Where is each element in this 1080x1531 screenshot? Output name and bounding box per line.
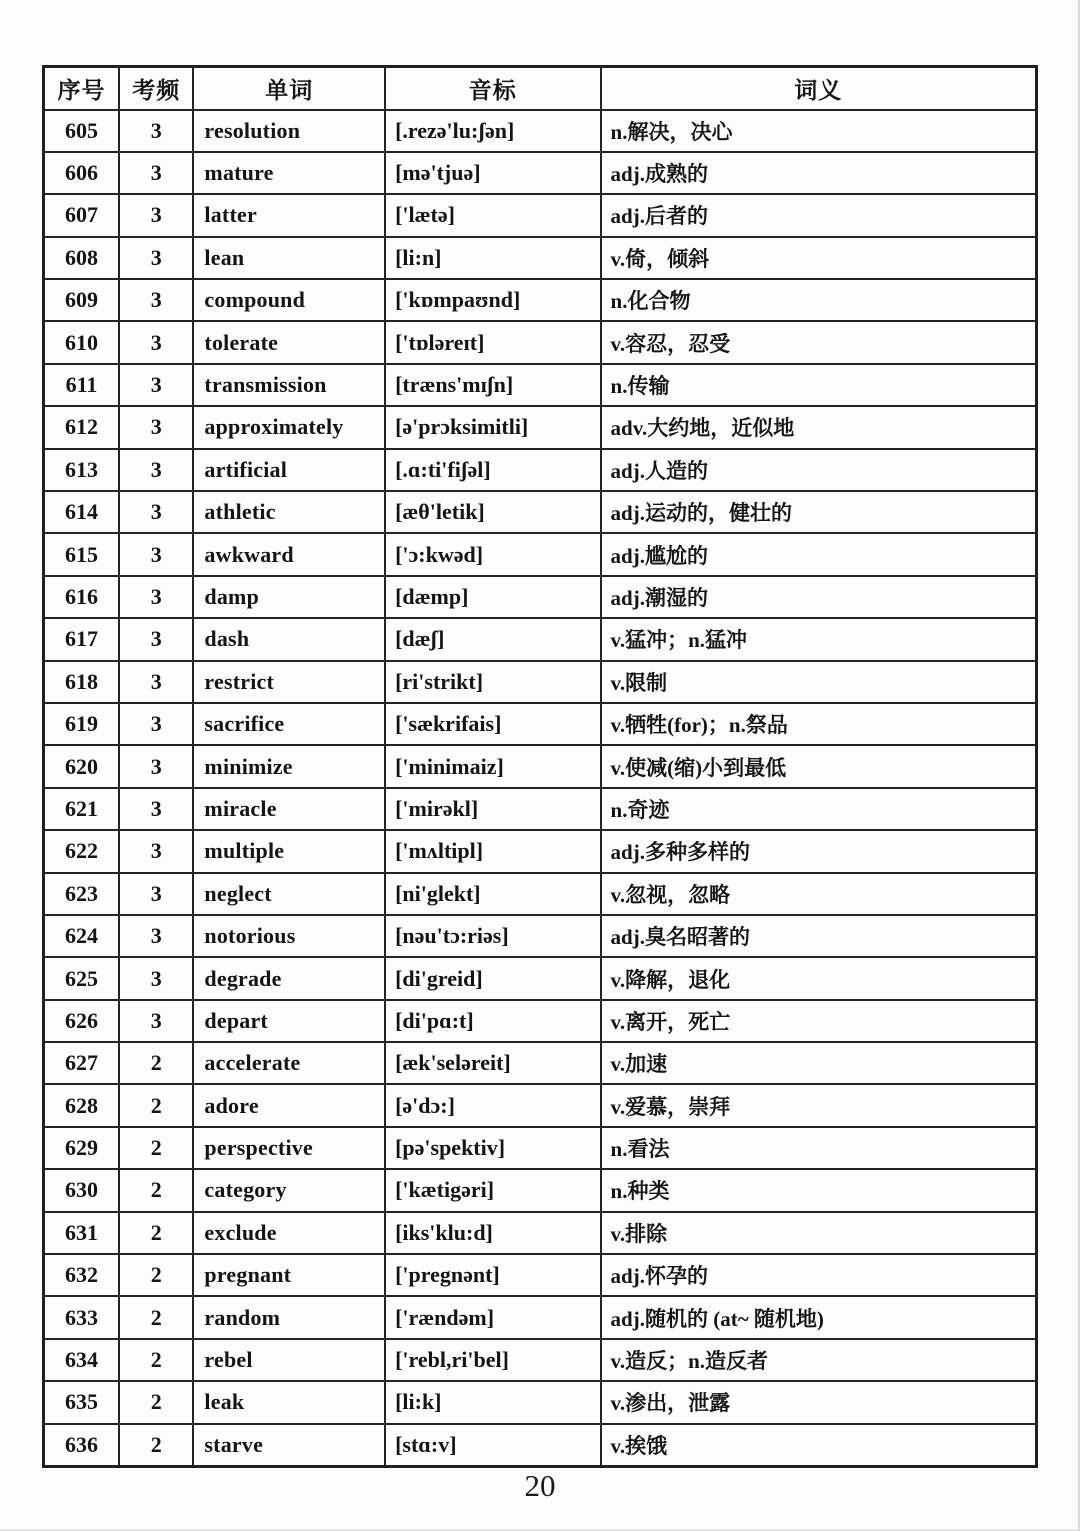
cell-phonetic: [dæmp] (385, 576, 600, 618)
cell-word: leak (193, 1381, 385, 1423)
cell-word: latter (193, 194, 385, 236)
cell-frequency: 3 (119, 745, 193, 787)
cell-word: depart (193, 1000, 385, 1042)
cell-phonetic: [ni'glekt] (385, 873, 600, 915)
cell-meaning: adj.臭名昭著的 (601, 915, 1037, 957)
cell-word: artificial (193, 449, 385, 491)
cell-meaning: v.排除 (601, 1212, 1037, 1254)
cell-phonetic: ['lætə] (385, 194, 600, 236)
cell-word: random (193, 1296, 385, 1338)
cell-index: 623 (44, 873, 119, 915)
vocab-table-header (44, 67, 1037, 110)
cell-frequency: 3 (119, 237, 193, 279)
cell-word: notorious (193, 915, 385, 957)
cell-phonetic: [ri'strikt] (385, 661, 600, 703)
table-row (44, 491, 1037, 533)
cell-phonetic: ['tɒləreɪt] (385, 321, 600, 363)
cell-meaning: v.离开，死亡 (601, 1000, 1037, 1042)
column-header-phonetic: 音标 (385, 67, 600, 110)
cell-index: 607 (44, 194, 119, 236)
cell-phonetic: [mə'tjuə] (385, 152, 600, 194)
cell-index: 605 (44, 110, 119, 152)
table-row (44, 1084, 1037, 1126)
cell-index: 611 (44, 364, 119, 406)
cell-frequency: 3 (119, 830, 193, 872)
cell-frequency: 2 (119, 1296, 193, 1338)
cell-phonetic: [.rezə'lu:ʃən] (385, 110, 600, 152)
table-row (44, 618, 1037, 660)
cell-index: 626 (44, 1000, 119, 1042)
cell-meaning: v.造反；n.造反者 (601, 1339, 1037, 1381)
cell-word: lean (193, 237, 385, 279)
table-row (44, 576, 1037, 618)
table-row (44, 788, 1037, 830)
cell-frequency: 2 (119, 1127, 193, 1169)
table-row (44, 194, 1037, 236)
cell-frequency: 3 (119, 1000, 193, 1042)
cell-phonetic: ['sækrifais] (385, 703, 600, 745)
cell-frequency: 3 (119, 279, 193, 321)
table-row (44, 1042, 1037, 1084)
cell-meaning: v.爱慕，崇拜 (601, 1084, 1037, 1126)
cell-word: dash (193, 618, 385, 660)
cell-word: multiple (193, 830, 385, 872)
cell-phonetic: [æk'seləreit] (385, 1042, 600, 1084)
cell-meaning: n.解决，决心 (601, 110, 1037, 152)
cell-meaning: v.忽视，忽略 (601, 873, 1037, 915)
cell-index: 627 (44, 1042, 119, 1084)
cell-phonetic: ['kætigəri] (385, 1169, 600, 1211)
cell-index: 635 (44, 1381, 119, 1423)
cell-phonetic: ['pregnənt] (385, 1254, 600, 1296)
cell-phonetic: ['mirəkl] (385, 788, 600, 830)
cell-index: 625 (44, 957, 119, 999)
cell-index: 612 (44, 406, 119, 448)
cell-meaning: adj.怀孕的 (601, 1254, 1037, 1296)
cell-phonetic: [stɑ:v] (385, 1424, 600, 1466)
cell-word: exclude (193, 1212, 385, 1254)
cell-frequency: 3 (119, 957, 193, 999)
cell-index: 621 (44, 788, 119, 830)
table-row (44, 1169, 1037, 1211)
cell-meaning: n.奇迹 (601, 788, 1037, 830)
cell-word: rebel (193, 1339, 385, 1381)
cell-index: 608 (44, 237, 119, 279)
cell-meaning: adj.潮湿的 (601, 576, 1037, 618)
column-header-frequency: 考频 (119, 67, 193, 110)
table-row (44, 1212, 1037, 1254)
cell-phonetic: ['minimaiz] (385, 745, 600, 787)
table-row (44, 1000, 1037, 1042)
cell-phonetic: [nəu'tɔ:riəs] (385, 915, 600, 957)
cell-phonetic: [ə'prɔksimitli] (385, 406, 600, 448)
cell-index: 610 (44, 321, 119, 363)
cell-index: 609 (44, 279, 119, 321)
cell-meaning: adv.大约地，近似地 (601, 406, 1037, 448)
cell-word: miracle (193, 788, 385, 830)
table-row (44, 957, 1037, 999)
column-header-meaning: 词义 (601, 67, 1037, 110)
cell-index: 615 (44, 533, 119, 575)
cell-phonetic: ['rebl,ri'bel] (385, 1339, 600, 1381)
cell-frequency: 3 (119, 788, 193, 830)
table-row (44, 321, 1037, 363)
cell-word: pregnant (193, 1254, 385, 1296)
cell-meaning: adj.后者的 (601, 194, 1037, 236)
table-row (44, 745, 1037, 787)
cell-meaning: v.降解，退化 (601, 957, 1037, 999)
column-header-word: 单词 (193, 67, 385, 110)
cell-phonetic: [pə'spektiv] (385, 1127, 600, 1169)
cell-word: compound (193, 279, 385, 321)
cell-frequency: 3 (119, 618, 193, 660)
cell-meaning: v.倚，倾斜 (601, 237, 1037, 279)
cell-word: mature (193, 152, 385, 194)
cell-index: 614 (44, 491, 119, 533)
cell-meaning: n.传输 (601, 364, 1037, 406)
cell-word: sacrifice (193, 703, 385, 745)
cell-frequency: 3 (119, 321, 193, 363)
cell-frequency: 2 (119, 1084, 193, 1126)
cell-index: 631 (44, 1212, 119, 1254)
cell-word: degrade (193, 957, 385, 999)
cell-phonetic: [iks'klu:d] (385, 1212, 600, 1254)
cell-meaning: adj.随机的 (at~ 随机地) (601, 1296, 1037, 1338)
table-row (44, 1381, 1037, 1423)
cell-index: 616 (44, 576, 119, 618)
cell-meaning: n.种类 (601, 1169, 1037, 1211)
cell-index: 617 (44, 618, 119, 660)
table-row (44, 279, 1037, 321)
table-row (44, 915, 1037, 957)
cell-meaning: n.化合物 (601, 279, 1037, 321)
cell-frequency: 3 (119, 576, 193, 618)
cell-phonetic: ['kɒmpaʊnd] (385, 279, 600, 321)
table-row (44, 873, 1037, 915)
cell-word: resolution (193, 110, 385, 152)
cell-meaning: adj.运动的，健壮的 (601, 491, 1037, 533)
cell-index: 620 (44, 745, 119, 787)
cell-word: restrict (193, 661, 385, 703)
cell-index: 636 (44, 1424, 119, 1466)
cell-index: 628 (44, 1084, 119, 1126)
cell-frequency: 3 (119, 364, 193, 406)
cell-phonetic: [li:k] (385, 1381, 600, 1423)
cell-meaning: n.看法 (601, 1127, 1037, 1169)
cell-frequency: 2 (119, 1424, 193, 1466)
cell-meaning: v.挨饿 (601, 1424, 1037, 1466)
table-row (44, 1424, 1037, 1466)
cell-frequency: 3 (119, 406, 193, 448)
cell-frequency: 3 (119, 703, 193, 745)
cell-index: 624 (44, 915, 119, 957)
cell-frequency: 3 (119, 491, 193, 533)
cell-word: accelerate (193, 1042, 385, 1084)
cell-frequency: 2 (119, 1042, 193, 1084)
cell-frequency: 3 (119, 915, 193, 957)
cell-phonetic: ['rændəm] (385, 1296, 600, 1338)
cell-frequency: 2 (119, 1169, 193, 1211)
cell-frequency: 3 (119, 533, 193, 575)
cell-frequency: 3 (119, 194, 193, 236)
header-row (44, 67, 1037, 110)
cell-frequency: 3 (119, 449, 193, 491)
cell-frequency: 3 (119, 873, 193, 915)
cell-index: 606 (44, 152, 119, 194)
cell-word: perspective (193, 1127, 385, 1169)
cell-phonetic: [træns'mɪʃn] (385, 364, 600, 406)
vocab-table (42, 65, 1038, 1468)
cell-phonetic: [di'greid] (385, 957, 600, 999)
table-row (44, 1254, 1037, 1296)
cell-phonetic: [ə'dɔ:] (385, 1084, 600, 1126)
table-row (44, 364, 1037, 406)
cell-word: damp (193, 576, 385, 618)
page-number: 20 (524, 1468, 556, 1503)
cell-meaning: v.牺牲(for)；n.祭品 (601, 703, 1037, 745)
cell-word: awkward (193, 533, 385, 575)
cell-word: neglect (193, 873, 385, 915)
cell-meaning: v.容忍，忍受 (601, 321, 1037, 363)
cell-phonetic: ['mʌltipl] (385, 830, 600, 872)
table-row (44, 237, 1037, 279)
table-row (44, 110, 1037, 152)
cell-word: tolerate (193, 321, 385, 363)
cell-frequency: 2 (119, 1339, 193, 1381)
cell-meaning: v.加速 (601, 1042, 1037, 1084)
table-row (44, 661, 1037, 703)
cell-phonetic: [di'pɑ:t] (385, 1000, 600, 1042)
cell-phonetic: [li:n] (385, 237, 600, 279)
cell-frequency: 3 (119, 661, 193, 703)
table-row (44, 533, 1037, 575)
cell-meaning: adj.人造的 (601, 449, 1037, 491)
cell-phonetic: [æθ'letik] (385, 491, 600, 533)
cell-meaning: v.猛冲；n.猛冲 (601, 618, 1037, 660)
table-row (44, 1339, 1037, 1381)
cell-word: category (193, 1169, 385, 1211)
table-row (44, 830, 1037, 872)
cell-index: 633 (44, 1296, 119, 1338)
cell-meaning: adj.多种多样的 (601, 830, 1037, 872)
cell-meaning: v.渗出，泄露 (601, 1381, 1037, 1423)
cell-meaning: adj.尴尬的 (601, 533, 1037, 575)
cell-phonetic: [.ɑ:ti'fiʃəl] (385, 449, 600, 491)
cell-word: starve (193, 1424, 385, 1466)
cell-frequency: 2 (119, 1254, 193, 1296)
cell-frequency: 2 (119, 1381, 193, 1423)
cell-frequency: 3 (119, 152, 193, 194)
cell-index: 630 (44, 1169, 119, 1211)
cell-index: 619 (44, 703, 119, 745)
cell-index: 629 (44, 1127, 119, 1169)
vocab-table-body (44, 110, 1037, 1467)
cell-phonetic: ['ɔ:kwəd] (385, 533, 600, 575)
cell-index: 613 (44, 449, 119, 491)
cell-frequency: 3 (119, 110, 193, 152)
cell-meaning: v.限制 (601, 661, 1037, 703)
cell-word: adore (193, 1084, 385, 1126)
cell-word: approximately (193, 406, 385, 448)
cell-word: athletic (193, 491, 385, 533)
cell-word: minimize (193, 745, 385, 787)
cell-index: 634 (44, 1339, 119, 1381)
cell-meaning: v.使减(缩)小到最低 (601, 745, 1037, 787)
cell-phonetic: [dæʃ] (385, 618, 600, 660)
table-row (44, 152, 1037, 194)
cell-index: 618 (44, 661, 119, 703)
cell-frequency: 2 (119, 1212, 193, 1254)
column-header-index: 序号 (44, 67, 119, 110)
table-row (44, 703, 1037, 745)
table-row (44, 1296, 1037, 1338)
cell-index: 632 (44, 1254, 119, 1296)
cell-index: 622 (44, 830, 119, 872)
cell-word: transmission (193, 364, 385, 406)
table-row (44, 449, 1037, 491)
table-row (44, 406, 1037, 448)
table-row (44, 1127, 1037, 1169)
cell-meaning: adj.成熟的 (601, 152, 1037, 194)
